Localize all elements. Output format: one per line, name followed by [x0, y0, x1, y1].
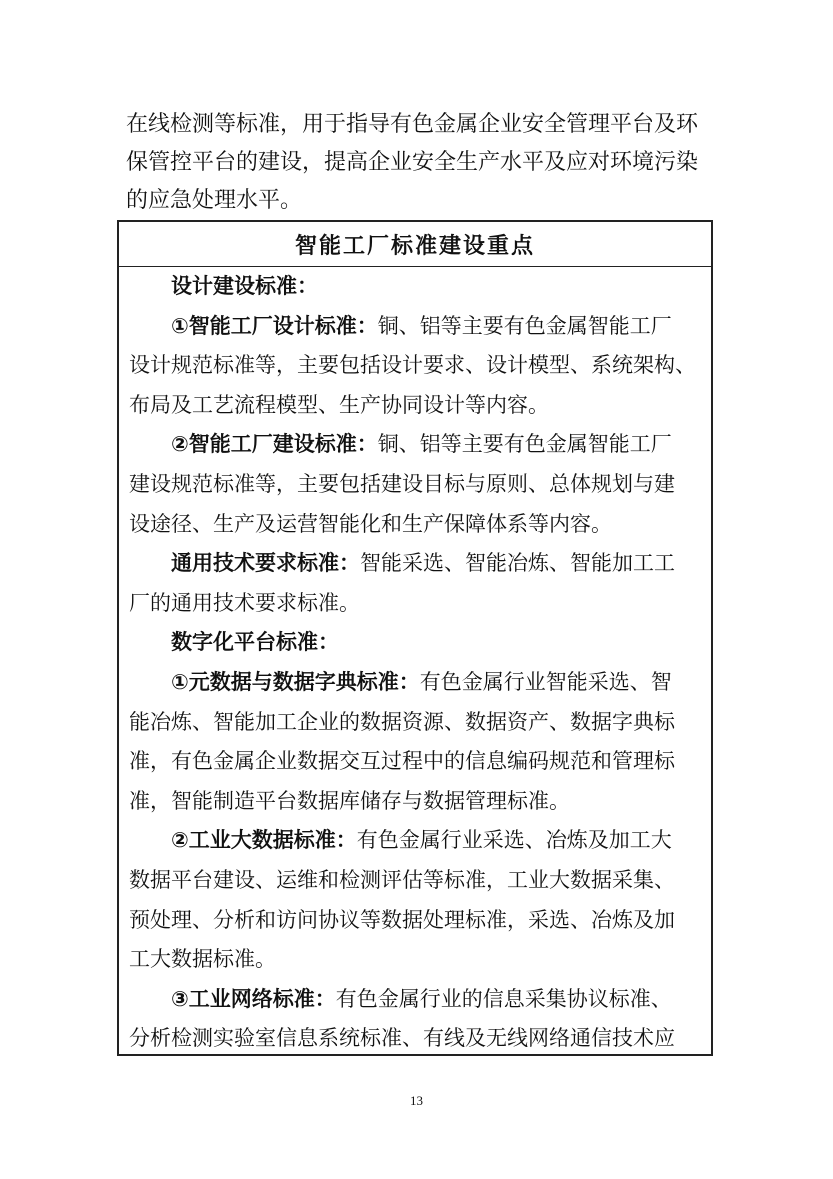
- p2-bold: ②智能工厂建设标准：: [171, 432, 378, 457]
- p2-text-1: 铜、铝等主要有色金属智能工厂: [377, 432, 672, 457]
- p3-text-1: 智能采选、智能冶炼、智能加工工: [360, 551, 675, 576]
- p6-bold: ③工业网络标准：: [171, 986, 336, 1011]
- p1-line-2: 设计规范标准等，主要包括设计要求、设计模型、系统架构、: [129, 353, 696, 378]
- p4-bold: ①元数据与数据字典标准：: [171, 669, 420, 694]
- p5-text-1: 有色金属行业采选、冶炼及加工大: [356, 828, 672, 853]
- p6-text-1: 有色金属行业的信息采集协议标准、: [335, 986, 672, 1011]
- p3-bold: 通用技术要求标准：: [171, 551, 360, 576]
- p1-text-1: 铜、铝等主要有色金属智能工厂: [377, 313, 672, 338]
- p4-line-1: [129, 663, 705, 703]
- intro-line-2: 保管控平台的建设，提高企业安全生产水平及应对环境污染: [126, 150, 699, 175]
- p5-bold: ②工业大数据标准：: [171, 828, 357, 853]
- p4-line-3: 准，有色金属企业数据交互过程中的信息编码规范和管理标: [129, 749, 675, 774]
- box-body: [119, 267, 711, 1059]
- p3-line-2: 厂的通用技术要求标准。: [129, 590, 360, 615]
- intro-paragraph: [126, 106, 710, 220]
- standards-box: [117, 220, 713, 1056]
- p5-line-2: 数据平台建设、运维和检测评估等标准，工业大数据采集、: [129, 867, 675, 892]
- p6-line-1: [129, 980, 705, 1020]
- intro-line-1: 在线检测等标准，用于指导有色金属企业安全管理平台及环: [126, 112, 699, 137]
- digital-heading: 数字化平台标准：: [171, 630, 339, 655]
- p2-line-3: 设途径、生产及运营智能化和生产保障体系等内容。: [129, 511, 612, 536]
- p3-line-1: [129, 544, 705, 584]
- intro-line-3: 的应急处理水平。: [126, 188, 303, 213]
- p6-line-2: 分析检测实验室信息系统标准、有线及无线网络通信技术应: [129, 1026, 675, 1051]
- p2-line-1: [129, 425, 705, 465]
- p5-line-4: 工大数据标准。: [129, 947, 276, 972]
- p1-bold: ①智能工厂设计标准：: [171, 313, 378, 338]
- p5-line-1: [129, 821, 705, 861]
- p2-line-2: 建设规范标准等，主要包括建设目标与原则、总体规划与建: [129, 471, 675, 496]
- box-title: 智能工厂标准建设重点: [119, 222, 711, 267]
- page-number: 13: [410, 1093, 423, 1108]
- p4-line-4: 准，智能制造平台数据库储存与数据管理标准。: [129, 788, 570, 813]
- p1-line-3: 布局及工艺流程模型、生产协同设计等内容。: [129, 392, 549, 417]
- p4-line-2: 能冶炼、智能加工企业的数据资源、数据资产、数据字典标: [129, 709, 675, 734]
- p5-line-3: 预处理、分析和访问协议等数据处理标准，采选、冶炼及加: [129, 907, 675, 932]
- p1-line-1: [129, 307, 705, 347]
- design-heading: 设计建设标准：: [171, 274, 318, 298]
- p4-text-1: 有色金属行业智能采选、智: [419, 669, 672, 694]
